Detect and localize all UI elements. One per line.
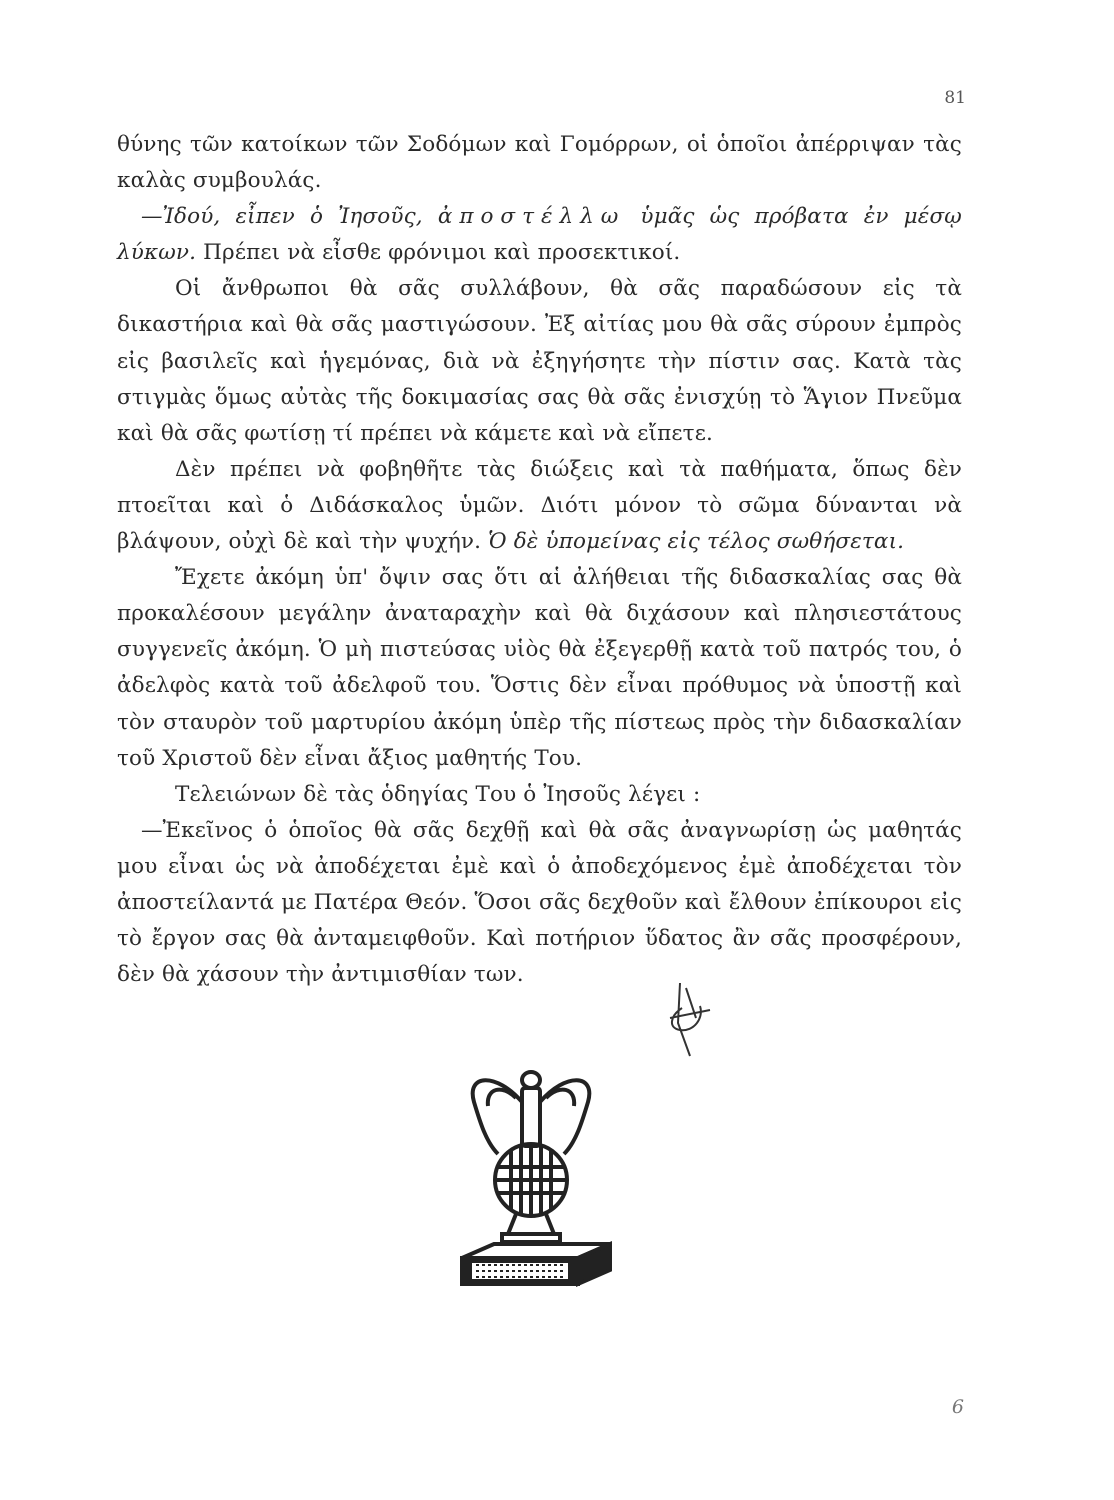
quote-lead: —Ἰδού, εἶπεν ὁ Ἰησοῦς, xyxy=(141,204,438,230)
page-number: 81 xyxy=(944,88,966,108)
paragraph-6: Τελειώνων δὲ τὰς ὁδηγίας Του ὁ Ἰησοῦς λέγει : xyxy=(175,781,701,807)
quote-text: ὑμᾶς ὡς πρόβατα ἐν μέσῳ λύκων. xyxy=(117,204,962,266)
paragraph-4-text: Δὲν πρέπει νὰ φοβηθῆτε τὰς διώξεις καὶ τὰ παθήματα, ὅπως δὲν πτοεῖται καὶ ὁ Διδάσκαλος ὑμῶν. Διότι μόνον τὸ σῶμα δύνανται νὰ βλάψουν, οὐχὶ δὲ καὶ τὴν ψυχήν. xyxy=(117,456,962,555)
paragraph-3: Οἱ ἄνθρωποι θὰ σᾶς συλλάβουν, θὰ σᾶς παραδώσουν εἰς τὰ δικαστήρια καὶ θὰ σᾶς μαστιγώσουν. Ἐξ αἰτίας μου θὰ σᾶς σύρουν ἐμπρὸς εἰς βασιλεῖς καὶ ἡγεμόνας, διὰ νὰ ἐξηγήσητε τὴν πίστιν σας. Κατὰ τὰς στιγμὰς ὅμως αὐτὰς τῆς δοκιμασίας σας θὰ σᾶς ἐνισχύῃ τὸ Ἅγιον Πνεῦμα καὶ θὰ σᾶς φωτίσῃ τί πρέπει νὰ κάμετε καὶ νὰ εἴπετε. xyxy=(117,276,962,446)
vase-ornament-icon xyxy=(436,1062,626,1292)
paragraph-5: Ἔχετε ἀκόμη ὑπ' ὄψιν σας ὅτι αἱ ἀλήθειαι τῆς διδασκαλίας σας θὰ προκαλέσουν μεγάλην ἀναταραχὴν καὶ θὰ διχάσουν καὶ πλησιεστάτους συγγενεῖς ἀκόμη. Ὁ μὴ πιστεύσας υἱὸς θὰ ἐξεγερθῇ κατὰ τοῦ πατρός του, ὁ ἀδελφὸς κατὰ τοῦ ἀδελφοῦ του. Ὅστις δὲν εἶναι πρόθυμος νὰ ὑποστῇ καὶ τὸν σταυρὸν τοῦ μαρτυρίου ἀκόμη ὑπὲρ τῆς πίστεως πρὸς τὴν διδασκαλίαν τοῦ Χριστοῦ δὲν εἶναι ἄξιος μαθητής Του. xyxy=(117,565,962,771)
spaced-word: ἀποστέλλω xyxy=(437,204,626,230)
paragraph-2 xyxy=(117,199,962,271)
signature-number: 6 xyxy=(951,1396,964,1418)
paragraph-1: θύνης τῶν κατοίκων τῶν Σοδόμων καὶ Γομόρρων, οἱ ὁποῖοι ἀπέρριψαν τὰς καλὰς συμβουλάς. xyxy=(117,132,962,194)
body-text xyxy=(117,127,962,993)
paragraph-7: —Ἐκεῖνος ὁ ὁποῖος θὰ σᾶς δεχθῇ καὶ θὰ σᾶς ἀναγνωρίσῃ ὡς μαθητάς μου εἶναι ὡς νὰ ἀποδέχεται ἐμὲ καὶ ὁ ἀποδεχόμενος ἐμὲ ἀποδέχεται τὸν ἀποστείλαντά με Πατέρα Θεόν. Ὅσοι σᾶς δεχθοῦν καὶ ἔλθουν ἐπίκουροι εἰς τὸ ἔργον σας θὰ ἀνταμειφθοῦν. Καὶ ποτήριον ὕδατος ἂν σᾶς προσφέρουν, δὲν θὰ χάσουν τὴν ἀντιμισθίαν των. xyxy=(117,817,962,988)
paragraph-4-italic: Ὁ δὲ ὑπομείνας εἰς τέλος σωθήσεται. xyxy=(488,529,905,555)
paragraph-4 xyxy=(117,452,962,560)
signature-mark-icon xyxy=(660,978,716,1058)
paragraph-2-rest: Πρέπει νὰ εἶσθε φρόνιμοι καὶ προσεκτικοί. xyxy=(196,240,681,266)
